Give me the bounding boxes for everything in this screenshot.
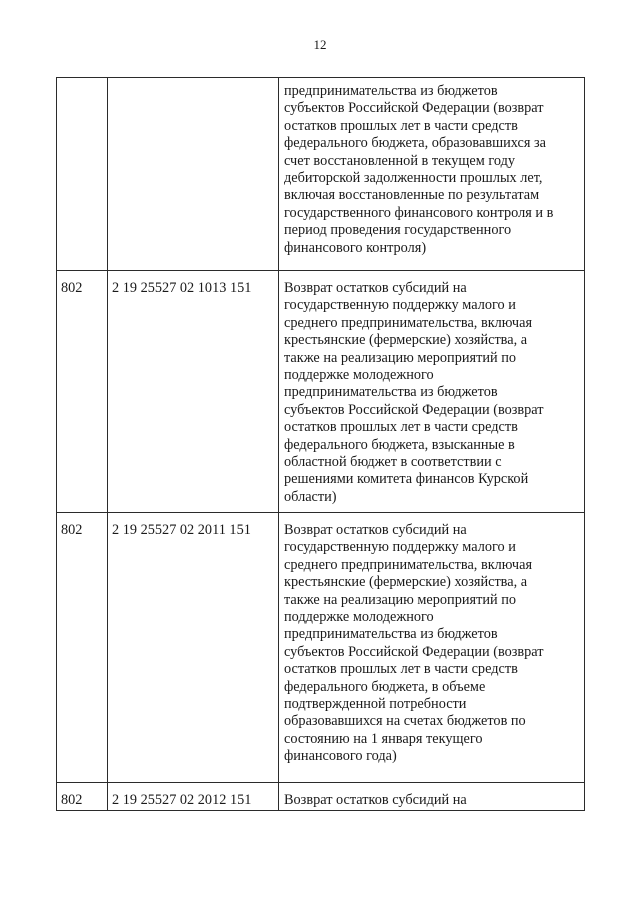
description-line: состоянию на 1 января текущего [284, 730, 483, 747]
description-line: Возврат остатков субсидий на [284, 792, 467, 808]
description-line: Возврат остатков субсидий на [284, 522, 467, 538]
budget-code-cell: 2 19 25527 02 1013 151 [108, 271, 279, 513]
description-line: остатков прошлых лет в части средств [284, 419, 518, 436]
description-line: федерального бюджета, образовавшихся за [284, 135, 546, 152]
table-row [57, 513, 585, 783]
admin-code-cell: 802 [57, 513, 108, 783]
description-line: Возврат остатков субсидий на [284, 280, 467, 296]
description-line: областной бюджет в соответствии с [284, 454, 502, 471]
description-line: остатков прошлых лет в части средств [284, 661, 518, 678]
admin-code-cell [57, 78, 108, 271]
description-line: субъектов Российской Федерации (возврат [284, 643, 544, 660]
admin-code-cell: 802 [57, 783, 108, 811]
description-line: подтвержденной потребности [284, 696, 467, 713]
description-line: федерального бюджета, взысканные в [284, 436, 515, 453]
description-line: счет восстановленной в текущем году [284, 152, 516, 169]
description-line: предпринимательства из бюджетов [284, 384, 498, 401]
description-line: включая восстановленные по результатам [284, 187, 540, 204]
description-line: области) [284, 488, 337, 505]
description-line: период проведения государственного [284, 222, 512, 239]
description-cell [279, 783, 585, 811]
description-line: решениями комитета финансов Курской [284, 471, 529, 488]
description-line: также на реализацию мероприятий по [284, 349, 517, 366]
description-line: среднего предпринимательства, включая [284, 556, 533, 573]
description-cell [279, 271, 585, 513]
description-line: предпринимательства из бюджетов [284, 626, 498, 643]
budget-code-cell: 2 19 25527 02 2011 151 [108, 513, 279, 783]
description-line: остатков прошлых лет в части средств [284, 117, 518, 134]
description-line: дебиторской задолженности прошлых лет, [284, 170, 543, 187]
description-line: предпринимательства из бюджетов [284, 83, 498, 99]
budget-code-cell [108, 78, 279, 271]
description-line: финансового года) [284, 748, 397, 765]
description-line: образовавшихся на счетах бюджетов по [284, 713, 526, 730]
description-line: крестьянские (фермерские) хозяйства, а [284, 574, 528, 591]
description-cell [279, 78, 585, 271]
table-row [57, 78, 585, 271]
page-number: 12 [313, 37, 327, 52]
description-cell [279, 513, 585, 783]
description-line: поддержке молодежного [284, 609, 434, 626]
description-line: государственную поддержку малого и [284, 539, 516, 556]
description-line: также на реализацию мероприятий по [284, 591, 517, 608]
description-line: федерального бюджета, в объеме [284, 678, 486, 695]
table-row [57, 783, 585, 811]
description-line: финансового контроля) [284, 239, 427, 256]
description-line: среднего предпринимательства, включая [284, 314, 533, 331]
description-line: субъектов Российской Федерации (возврат [284, 401, 544, 418]
table-row [57, 271, 585, 513]
description-line: субъектов Российской Федерации (возврат [284, 100, 544, 117]
description-line: государственную поддержку малого и [284, 297, 516, 314]
description-line: государственного финансового контроля и в [284, 204, 554, 221]
budget-classification-table [56, 77, 585, 811]
description-line: поддержке молодежного [284, 367, 434, 384]
description-line: крестьянские (фермерские) хозяйства, а [284, 332, 528, 349]
budget-code-cell: 2 19 25527 02 2012 151 [108, 783, 279, 811]
admin-code-cell: 802 [57, 271, 108, 513]
